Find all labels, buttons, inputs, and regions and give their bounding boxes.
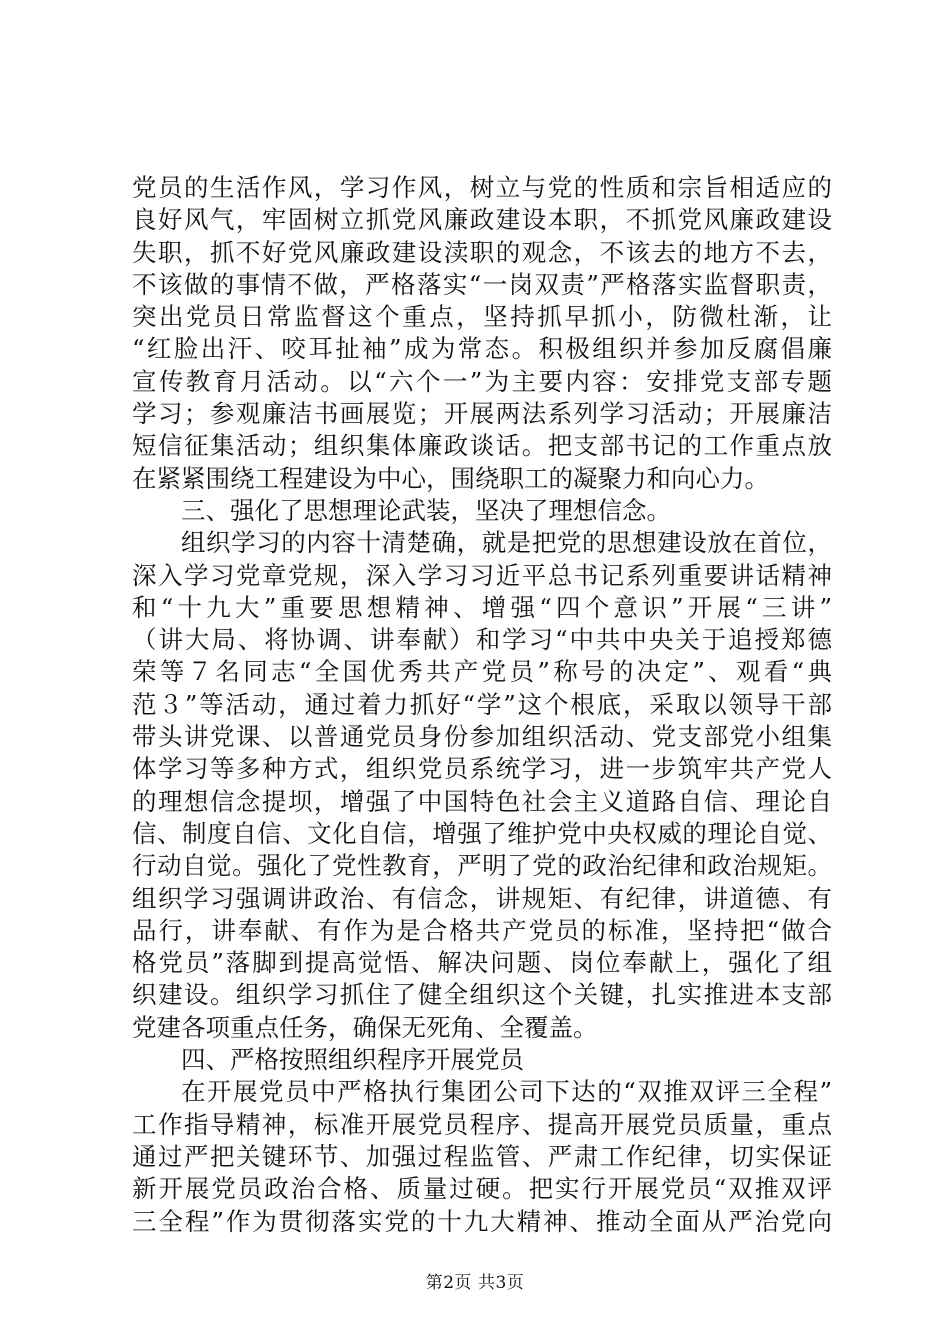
text-line: 体学习等多种方式，组织党员系统学习，进一步筑牢共产党人 [132, 754, 832, 784]
section-heading: 四、严格按照组织程序开展党员 [181, 1045, 524, 1075]
text-line: 荣等７名同志“全国优秀共产党员”称号的决定”、观看“典 [132, 657, 832, 687]
text-line: “红脸出汗、咬耳扯袖”成为常态。积极组织并参加反腐倡廉 [132, 334, 832, 364]
text-line: 织建设。组织学习抓住了健全组织这个关键，扎实推进本支部 [132, 980, 832, 1010]
text-line: 格党员”落脚到提高觉悟、解决问题、岗位奉献上，强化了组 [132, 948, 832, 978]
text-line: 在紧紧围绕工程建设为中心，围绕职工的凝聚力和向心力。 [132, 463, 769, 493]
text-line: 品行，讲奉献、有作为是合格共产党员的标准，坚持把“做合 [132, 915, 832, 945]
text-line: 在开展党员中严格执行集团公司下达的“双推双评三全程” [181, 1077, 832, 1107]
text-line: 工作指导精神，标准开展党员程序、提高开展党员质量，重点 [132, 1109, 832, 1139]
text-line: （讲大局、将协调、讲奉献）和学习“中共中央关于追授郑德 [132, 625, 832, 655]
text-line: 深入学习党章党规，深入学习习近平总书记系列重要讲话精神 [132, 560, 832, 590]
text-line: 宣传教育月活动。以“六个一”为主要内容：安排党支部专题 [132, 366, 832, 396]
text-line: 良好风气，牢固树立抓党风廉政建设本职，不抓党风廉政建设 [132, 205, 832, 235]
document-body [132, 172, 832, 1238]
text-line: 组织学习强调讲政治、有信念，讲规矩、有纪律，讲道德、有 [132, 883, 832, 913]
section-heading: 三、强化了思想理论武装，坚决了理想信念。 [181, 495, 671, 525]
text-line: 突出党员日常监督这个重点，坚持抓早抓小，防微杜渐，让 [132, 302, 832, 332]
text-line: 三全程”作为贯彻落实党的十九大精神、推动全面从严治党向 [132, 1206, 832, 1236]
text-line: 不该做的事情不做，严格落实“一岗双责”严格落实监督职责， [132, 269, 832, 299]
text-line: 党员的生活作风，学习作风，树立与党的性质和宗旨相适应的 [132, 173, 832, 202]
text-line: 范３”等活动，通过着力抓好“学”这个根底，采取以领导干部 [132, 689, 832, 719]
text-line: 信、制度自信、文化自信，增强了维护党中央权威的理论自觉、 [132, 818, 832, 848]
text-line: 新开展党员政治合格、质量过硬。把实行开展党员“双推双评 [132, 1174, 832, 1204]
text-line: 组织学习的内容十清楚确，就是把党的思想建设放在首位， [181, 528, 832, 558]
text-line: 的理想信念提坝，增强了中国特色社会主义道路自信、理论自 [132, 786, 832, 816]
text-line: 通过严把关键环节、加强过程监管、严肃工作纪律，切实保证 [132, 1141, 832, 1171]
text-line: 带头讲党课、以普通党员身份参加组织活动、党支部党小组集 [132, 722, 832, 752]
page-number-footer: 第2页 共3页 [425, 1273, 525, 1293]
text-line: 失职，抓不好党风廉政建设渎职的观念，不该去的地方不去， [132, 237, 832, 267]
text-line: 党建各项重点任务，确保无死角、全覆盖。 [132, 1012, 598, 1042]
text-line: 和“十九大”重要思想精神、增强“四个意识”开展“三讲” [132, 592, 832, 622]
text-line: 学习；参观廉洁书画展览；开展两法系列学习活动；开展廉洁 [132, 399, 832, 429]
text-line: 短信征集活动；组织集体廉政谈话。把支部书记的工作重点放 [132, 431, 832, 461]
text-line: 行动自觉。强化了党性教育，严明了党的政治纪律和政治规矩。 [132, 851, 832, 881]
